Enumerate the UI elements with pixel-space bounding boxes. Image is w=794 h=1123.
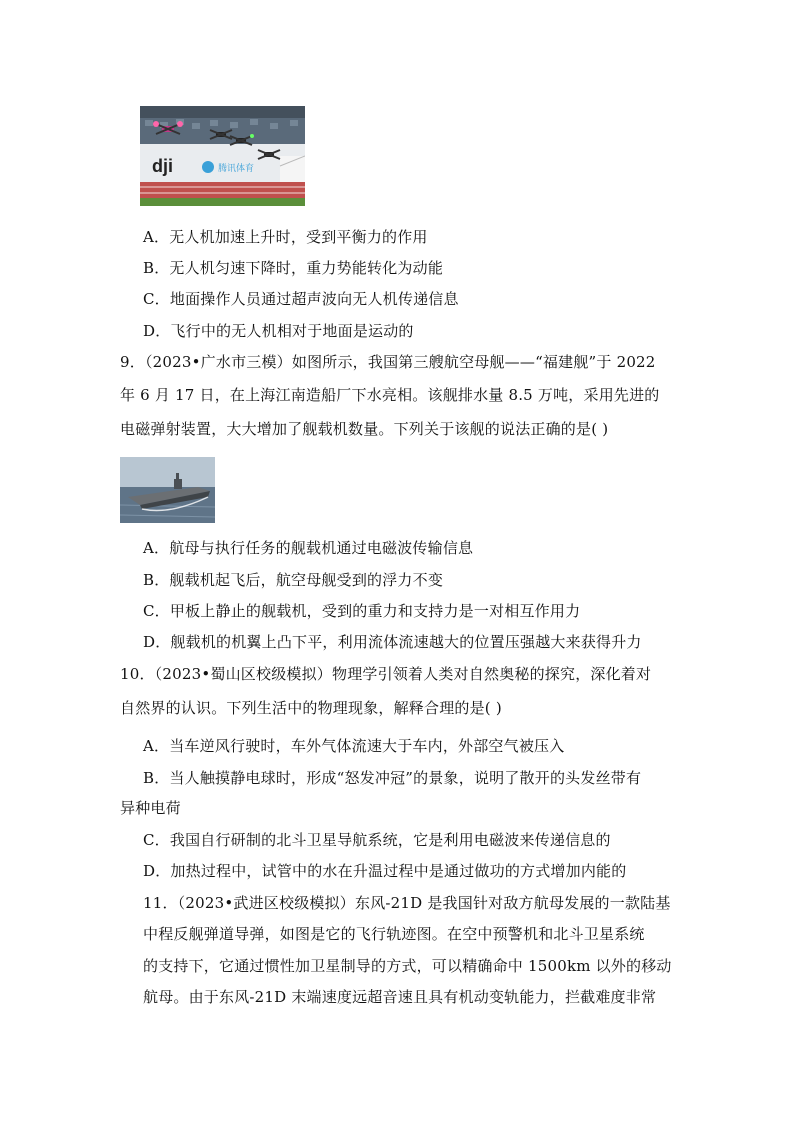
- aircraft-carrier-illustration: [120, 457, 215, 523]
- q10-option-c: C．我国自行研制的北斗卫星导航系统，它是利用电磁波来传递信息的: [143, 831, 611, 849]
- q10-option-b-cont: 异种电荷: [120, 799, 181, 817]
- dji-logo: dji: [152, 156, 173, 176]
- drone-race-photo: [140, 106, 305, 206]
- q10-option-d: D．加热过程中，试管中的水在升温过程中是通过做功的方式增加内能的: [143, 862, 627, 880]
- q9-option-b: B．舰载机起飞后，航空母舰受到的浮力不变: [143, 571, 444, 589]
- q9-option-d: D．舰载机的机翼上凸下平，利用流体流速越大的位置压强越大来获得升力: [143, 633, 642, 651]
- q10-stem-line-2: 自然界的认识。下列生活中的物理现象，解释合理的是( ): [120, 699, 502, 717]
- q9-stem-line-3: 电磁弹射装置，大大增加了舰载机数量。下列关于该舰的说法正确的是( ): [120, 420, 609, 438]
- q8-option-d: D．飞行中的无人机相对于地面是运动的: [143, 322, 414, 340]
- q11-stem-line-4: 航母。由于东风-21D 末端速度远超音速且具有机动变轨能力，拦截难度非常: [143, 988, 657, 1006]
- q10-stem-line-1: 10．（2023•蜀山区校级模拟）物理学引领着人类对自然奥秘的探究，深化着对: [120, 665, 652, 683]
- q9-stem-line-2: 年 6 月 17 日，在上海江南造船厂下水亮相。该舰排水量 8.5 万吨，采用先进的: [120, 386, 660, 404]
- sponsor-logo: 腾讯体育: [218, 163, 255, 173]
- q9-option-a: A．航母与执行任务的舰载机通过电磁波传输信息: [143, 539, 474, 557]
- q10-option-b: B．当人触摸静电球时，形成“怒发冲冠”的景象，说明了散开的头发丝带有: [143, 769, 642, 787]
- aircraft-carrier-photo: [120, 457, 215, 523]
- carrier-island-icon: [174, 479, 182, 489]
- q9-option-c: C．甲板上静止的舰载机，受到的重力和支持力是一对相互作用力: [143, 602, 581, 620]
- q11-stem-line-2: 中程反舰弹道导弹，如图是它的飞行轨迹图。在空中预警机和北斗卫星系统: [143, 925, 645, 943]
- q11-stem-line-3: 的支持下，它通过惯性加卫星制导的方式，可以精确命中 1500km 以外的移动: [143, 957, 672, 975]
- q8-option-c: C．地面操作人员通过超声波向无人机传递信息: [143, 290, 459, 308]
- drone-race-illustration: [140, 106, 305, 206]
- q9-stem-line-1: 9．（2023•广水市三模）如图所示，我国第三艘航空母舰——“福建舰”于 2022: [120, 353, 656, 371]
- q8-option-a: A．无人机加速上升时，受到平衡力的作用: [143, 228, 428, 246]
- q8-option-b: B．无人机匀速下降时，重力势能转化为动能: [143, 259, 444, 277]
- q11-stem-line-1: 11．（2023•武进区校级模拟）东风-21D 是我国针对敌方航母发展的一款陆基: [143, 894, 671, 912]
- q10-option-a: A．当车逆风行驶时，车外气体流速大于车内，外部空气被压入: [143, 737, 565, 755]
